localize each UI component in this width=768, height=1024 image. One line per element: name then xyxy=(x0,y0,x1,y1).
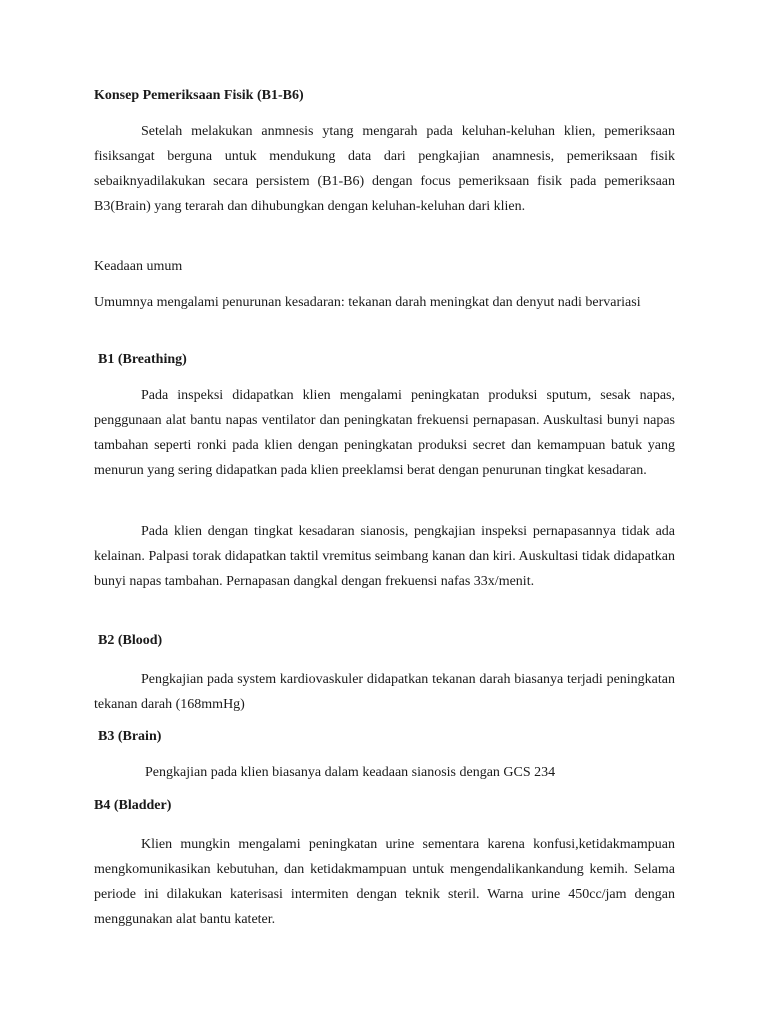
b1-paragraph-1: Pada inspeksi didapatkan klien mengalami peningkatan produksi sputum, sesak napas, penggunaan alat bantu napas ventilator dan peningkatan frekuensi pernapasan. Auskultasi bunyi napas tambahan seperti ronki pada klien dengan peningkatan produksi secret dan kemampuan batuk yang menurun yang sering didapatkan pada klien preeklamsi berat dengan penurunan tingkat kesadaran. xyxy=(94,388,675,478)
b4-heading: B4 (Bladder) xyxy=(94,798,172,813)
document-title: Konsep Pemeriksaan Fisik (B1-B6) xyxy=(94,88,304,103)
general-condition-paragraph: Umumnya mengalami penurunan kesadaran: tekanan darah meningkat dan denyut nadi bervariasi xyxy=(94,295,641,310)
general-condition-heading: Keadaan umum xyxy=(94,259,183,274)
intro-paragraph: Setelah melakukan anmnesis ytang mengarah pada keluhan-keluhan klien, pemeriksaan fisiksangat berguna untuk mendukung data dari pengkajian anamnesis, pemeriksaan fisik sebaiknyadilakukan secara persistem (B1-B6) dengan focus pemeriksaan fisik pada pemeriksaan B3(Brain) yang terarah dan dihubungkan dengan keluhan-keluhan dari klien. xyxy=(94,124,675,214)
b2-heading: B2 (Blood) xyxy=(98,633,163,648)
b3-paragraph: Pengkajian pada klien biasanya dalam keadaan sianosis dengan GCS 234 xyxy=(145,765,556,780)
b2-paragraph: Pengkajian pada system kardiovaskuler didapatkan tekanan darah biasanya terjadi peningkatan tekanan darah (168mmHg) xyxy=(94,672,675,712)
b1-paragraph-2: Pada klien dengan tingkat kesadaran sianosis, pengkajian inspeksi pernapasannya tidak ada kelainan. Palpasi torak didapatkan taktil vremitus seimbang kanan dan kiri. Auskultasi tidak didapatkan bunyi napas tambahan. Pernapasan dangkal dengan frekuensi nafas 33x/menit. xyxy=(94,524,675,589)
b3-heading: B3 (Brain) xyxy=(98,729,162,744)
b4-paragraph: Klien mungkin mengalami peningkatan urine sementara karena konfusi,ketidakmampuan mengkomunikasikan kebutuhan, dan ketidakmampuan untuk mengendalikankandung kemih. Selama periode ini dilakukan katerisasi intermiten dengan teknik steril. Warna urine 450cc/jam dengan menggunakan alat bantu kateter. xyxy=(94,837,675,927)
b1-heading: B1 (Breathing) xyxy=(98,352,187,367)
